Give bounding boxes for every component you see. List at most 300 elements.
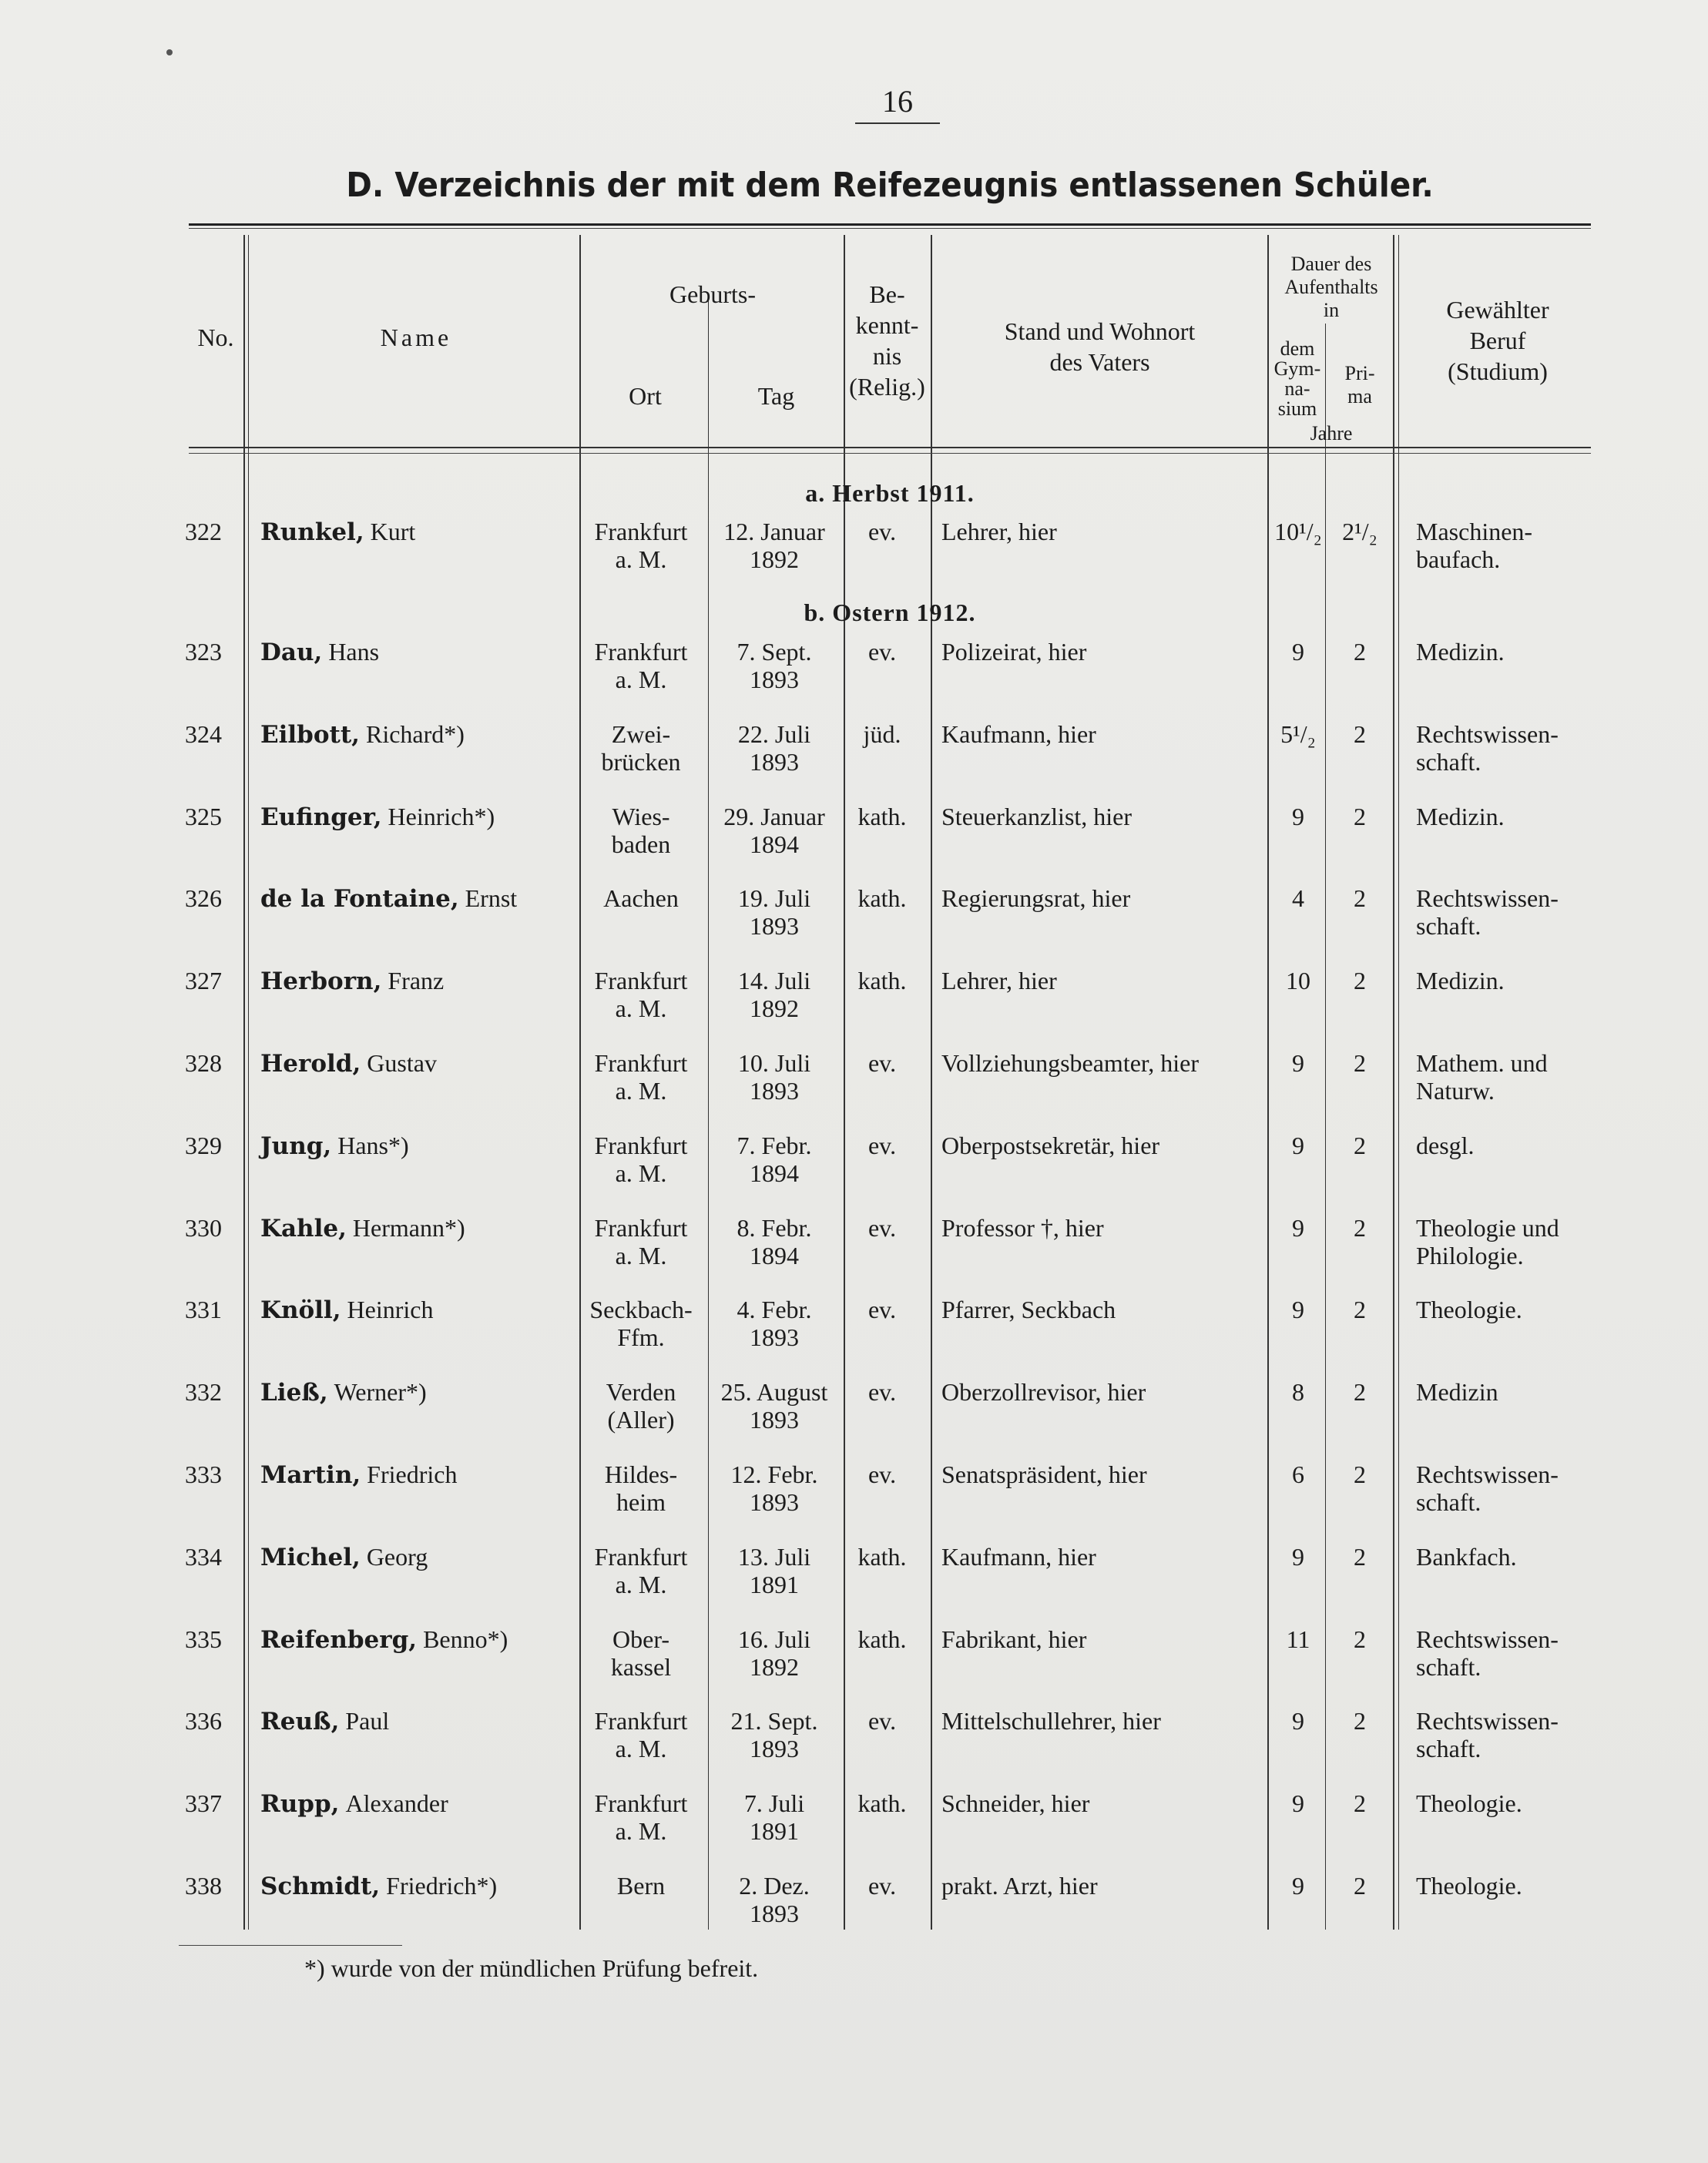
student-given-name: Friedrich*) xyxy=(386,1872,498,1900)
father-occupation: Lehrer, hier xyxy=(941,518,1057,545)
student-surname: de la Fontaine, xyxy=(260,885,459,914)
chosen-profession-line: Medizin. xyxy=(1416,967,1505,995)
birth-date-line: 1894 xyxy=(750,830,799,858)
chosen-profession-line: schaft. xyxy=(1416,1652,1481,1681)
birth-place-line: kassel xyxy=(610,1652,672,1681)
student-name xyxy=(260,803,569,831)
birth-place xyxy=(576,1789,706,1845)
student-name xyxy=(260,720,569,749)
table-row-324 xyxy=(0,720,1708,797)
birth-place xyxy=(576,1132,706,1187)
birth-date-line: 1893 xyxy=(750,1077,799,1105)
student-surname: Eilbott, xyxy=(260,720,360,749)
chosen-profession xyxy=(1416,720,1601,776)
footnote-rule xyxy=(179,1945,402,1946)
student-name xyxy=(260,1460,569,1489)
page-number: 16 xyxy=(855,83,940,124)
religion: ev. xyxy=(867,1872,897,1900)
student-given-name: Hermann*) xyxy=(352,1213,465,1242)
row-number: 322 xyxy=(185,518,222,545)
birth-date xyxy=(709,518,840,573)
table-row-329 xyxy=(0,1132,1708,1209)
years-gymnasium: 11 xyxy=(1286,1625,1310,1653)
chosen-profession-line: schaft. xyxy=(1416,1735,1481,1763)
father-occupation: Vollziehungsbeamter, hier xyxy=(941,1049,1200,1077)
chosen-profession xyxy=(1416,1214,1601,1269)
table-row-322 xyxy=(0,518,1708,595)
religion: jüd. xyxy=(863,719,901,748)
chosen-profession-line: schaft. xyxy=(1416,1488,1481,1516)
chosen-profession xyxy=(1416,1543,1601,1571)
birth-place-line: Bern xyxy=(616,1872,666,1900)
table-row-333 xyxy=(0,1460,1708,1538)
row-number: 338 xyxy=(185,1872,222,1900)
birth-place-line: Frankfurt xyxy=(594,967,688,995)
row-number: 327 xyxy=(185,967,222,995)
birth-date-line: 10. Juli xyxy=(737,1049,811,1077)
chosen-profession-line: desgl. xyxy=(1416,1131,1475,1159)
chosen-profession-line: Maschinen- xyxy=(1416,518,1533,545)
student-given-name: Ernst xyxy=(465,884,518,913)
religion: ev. xyxy=(867,1131,897,1159)
birth-date-line: 1892 xyxy=(750,1652,799,1681)
religion: ev. xyxy=(867,1378,897,1407)
birth-place xyxy=(576,720,706,776)
chosen-profession-line: Rechtswissen- xyxy=(1416,1707,1559,1735)
student-given-name: Alexander xyxy=(345,1789,448,1818)
student-given-name: Heinrich xyxy=(347,1296,434,1324)
father-occupation: Professor †, hier xyxy=(941,1213,1104,1242)
student-given-name: Richard*) xyxy=(365,719,465,748)
birth-date-line: 1891 xyxy=(750,1817,799,1846)
row-number: 326 xyxy=(185,884,222,913)
birth-date xyxy=(709,884,840,940)
chosen-profession-line: Medizin. xyxy=(1416,802,1505,830)
birth-place-line: a. M. xyxy=(615,1077,667,1105)
years-gymnasium: 9 xyxy=(1292,1213,1304,1242)
chosen-profession-line: Mathem. und xyxy=(1416,1049,1548,1077)
student-surname: Reifenberg, xyxy=(260,1625,418,1654)
birth-place-line: Ffm. xyxy=(617,1323,665,1352)
chosen-profession-line: Medizin xyxy=(1416,1378,1498,1407)
student-surname: Herold, xyxy=(260,1050,361,1078)
father-occupation: Senatspräsident, hier xyxy=(941,1460,1147,1488)
father-occupation: Regierungsrat, hier xyxy=(941,884,1131,913)
birth-date xyxy=(709,720,840,776)
birth-place xyxy=(576,803,706,858)
row-number: 333 xyxy=(185,1460,222,1488)
years-gymnasium: 9 xyxy=(1292,1872,1304,1900)
birth-place-line: Aachen xyxy=(603,884,679,913)
birth-date-line: 8. Febr. xyxy=(737,1213,812,1242)
religion: ev. xyxy=(867,1707,897,1735)
student-name xyxy=(260,638,569,666)
chosen-profession xyxy=(1416,638,1601,666)
religion: kath. xyxy=(857,1625,907,1653)
footnote: *) wurde von der mündlichen Prüfung befreit. xyxy=(304,1954,759,1982)
birth-place-line: Frankfurt xyxy=(594,638,688,666)
years-prima: 2 xyxy=(1354,1213,1366,1242)
birth-place-line: Frankfurt xyxy=(594,518,688,545)
student-name xyxy=(260,1625,569,1654)
student-surname: Knöll, xyxy=(260,1296,341,1325)
father-occupation: Oberzollrevisor, hier xyxy=(941,1378,1146,1407)
years-gymnasium: 9 xyxy=(1292,1789,1304,1818)
birth-date-line: 25. August xyxy=(720,1378,828,1407)
row-number: 337 xyxy=(185,1789,222,1818)
birth-place-line: Frankfurt xyxy=(594,1707,688,1735)
religion: ev. xyxy=(867,638,897,666)
birth-date-line: 13. Juli xyxy=(737,1542,811,1571)
chosen-profession-line: Rechtswissen- xyxy=(1416,1460,1559,1488)
years-prima: 2 xyxy=(1354,1049,1366,1077)
student-surname: Herborn, xyxy=(260,967,382,996)
birth-place-line: Frankfurt xyxy=(594,1789,688,1818)
birth-date xyxy=(709,1789,840,1845)
row-number: 325 xyxy=(185,802,222,830)
birth-date-line: 1893 xyxy=(750,1323,799,1352)
header-name: Name xyxy=(380,324,452,351)
student-given-name: Benno*) xyxy=(423,1625,508,1653)
birth-date xyxy=(709,803,840,858)
birth-date xyxy=(709,1132,840,1187)
birth-date-line: 16. Juli xyxy=(737,1625,811,1653)
years-prima: 2 xyxy=(1354,1460,1366,1488)
birth-place-line: Zwei- xyxy=(611,719,671,748)
birth-place xyxy=(576,518,706,573)
student-name xyxy=(260,1543,569,1571)
birth-date-line: 7. Sept. xyxy=(737,638,812,666)
chosen-profession-line: Medizin. xyxy=(1416,638,1505,666)
father-occupation: Steuerkanzlist, hier xyxy=(941,802,1133,830)
student-given-name: Paul xyxy=(345,1707,390,1735)
birth-date xyxy=(709,1296,840,1351)
student-given-name: Hans*) xyxy=(337,1131,409,1159)
birth-place-line: heim xyxy=(616,1488,666,1516)
student-given-name: Werner*) xyxy=(334,1378,427,1407)
header-prima: Pri- ma xyxy=(1344,362,1375,407)
father-occupation: Fabrikant, hier xyxy=(941,1625,1087,1653)
student-surname: Runkel, xyxy=(260,518,364,546)
years-gymnasium: 9 xyxy=(1292,802,1304,830)
birth-place xyxy=(576,1296,706,1351)
birth-date-line: 21. Sept. xyxy=(730,1707,818,1735)
row-number: 332 xyxy=(185,1378,222,1407)
header-jahre: Jahre xyxy=(1310,422,1353,444)
father-occupation: Lehrer, hier xyxy=(941,967,1057,995)
student-surname: Kahle, xyxy=(260,1214,347,1242)
birth-date-line: 1893 xyxy=(750,1406,799,1434)
birth-date-line: 1891 xyxy=(750,1570,799,1598)
years-gymnasium: 9 xyxy=(1292,638,1304,666)
birth-date-line: 1894 xyxy=(750,1241,799,1269)
birth-place xyxy=(576,1378,706,1434)
header-tag: Tag xyxy=(757,382,795,410)
student-surname: Michel, xyxy=(260,1543,361,1571)
chosen-profession-line: Rechtswissen- xyxy=(1416,1625,1559,1653)
chosen-profession-line: Theologie. xyxy=(1416,1296,1522,1324)
years-gymnasium: 9 xyxy=(1292,1131,1304,1159)
religion: kath. xyxy=(857,802,907,830)
birth-date-line: 29. Januar xyxy=(723,802,825,830)
birth-date-line: 1893 xyxy=(750,1735,799,1763)
student-name xyxy=(260,1872,569,1900)
chosen-profession xyxy=(1416,1049,1601,1105)
student-given-name: Gustav xyxy=(367,1049,437,1077)
student-name xyxy=(260,1132,569,1160)
header-rule-top xyxy=(189,223,1591,226)
row-number: 335 xyxy=(185,1625,222,1653)
birth-place-line: brücken xyxy=(601,747,681,776)
religion: kath. xyxy=(857,884,907,913)
chosen-profession xyxy=(1416,518,1601,573)
years-prima: 2 xyxy=(1354,802,1366,830)
table-row-338 xyxy=(0,1872,1708,1949)
birth-place-line: Frankfurt xyxy=(594,1131,688,1159)
table-row-331 xyxy=(0,1296,1708,1373)
years-prima: 2 xyxy=(1354,1131,1366,1159)
birth-date xyxy=(709,1543,840,1598)
student-surname: Jung, xyxy=(260,1132,332,1160)
section-herbst-1911: a. Herbst 1911. xyxy=(805,479,975,507)
student-given-name: Friedrich xyxy=(367,1460,458,1488)
header-stand: Stand und Wohnort des Vaters xyxy=(1004,317,1196,376)
student-surname: Dau, xyxy=(260,639,323,666)
birth-place xyxy=(576,1872,706,1900)
student-surname: Eufinger, xyxy=(260,803,382,831)
birth-place-line: Wies- xyxy=(612,802,670,830)
header-rule-bottom xyxy=(189,447,1591,448)
religion: kath. xyxy=(857,1789,907,1818)
birth-place xyxy=(576,638,706,693)
birth-place-line: a. M. xyxy=(615,545,667,573)
birth-place-line: a. M. xyxy=(615,1735,667,1763)
birth-date-line: 1893 xyxy=(750,666,799,693)
years-prima: 2 xyxy=(1354,1707,1366,1735)
table-row-327 xyxy=(0,967,1708,1044)
row-number: 328 xyxy=(185,1049,222,1077)
chosen-profession-line: baufach. xyxy=(1416,545,1501,573)
table-row-337 xyxy=(0,1789,1708,1866)
table-row-335 xyxy=(0,1625,1708,1702)
father-occupation: Schneider, hier xyxy=(941,1789,1090,1818)
section-ostern-1912: b. Ostern 1912. xyxy=(804,599,976,626)
student-surname: Ließ, xyxy=(260,1379,328,1407)
birth-date-line: 4. Febr. xyxy=(737,1296,812,1324)
header-gymnasium: dem Gym- na- sium xyxy=(1273,337,1321,420)
student-name xyxy=(260,518,569,546)
header-dauer: Dauer des Aufenthalts in xyxy=(1284,253,1378,321)
student-given-name: Georg xyxy=(366,1542,428,1571)
years-prima: 2 xyxy=(1354,1296,1366,1324)
religion: ev. xyxy=(867,1213,897,1242)
birth-date-line: 7. Juli xyxy=(743,1789,805,1818)
table-row-336 xyxy=(0,1707,1708,1784)
birth-date xyxy=(709,1378,840,1434)
chosen-profession xyxy=(1416,967,1601,994)
birth-place xyxy=(576,1460,706,1516)
birth-place-line: a. M. xyxy=(615,1159,667,1187)
birth-date xyxy=(709,1872,840,1927)
chosen-profession xyxy=(1416,803,1601,830)
birth-date-line: 1892 xyxy=(750,545,799,573)
student-given-name: Heinrich*) xyxy=(388,802,495,830)
birth-place-line: Hildes- xyxy=(604,1460,678,1488)
table-row-334 xyxy=(0,1543,1708,1620)
father-occupation: Kaufmann, hier xyxy=(941,719,1096,748)
birth-date-line: 1894 xyxy=(750,1159,799,1187)
years-gymnasium: 9 xyxy=(1292,1296,1304,1324)
father-occupation: Oberpostsekretär, hier xyxy=(941,1131,1160,1159)
student-name xyxy=(260,1789,569,1818)
birth-place-line: Frankfurt xyxy=(594,1213,688,1242)
birth-place xyxy=(576,1543,706,1598)
father-occupation: Polizeirat, hier xyxy=(941,638,1087,666)
birth-place-line: baden xyxy=(611,830,671,858)
birth-place-line: a. M. xyxy=(615,1817,667,1846)
years-gymnasium: 9 xyxy=(1292,1542,1304,1571)
table-row-330 xyxy=(0,1214,1708,1291)
religion: ev. xyxy=(867,1296,897,1324)
chosen-profession-line: Rechtswissen- xyxy=(1416,884,1559,913)
table-row-323 xyxy=(0,638,1708,715)
header-geburts: Geburts- xyxy=(669,280,756,308)
years-gymnasium: 8 xyxy=(1292,1378,1304,1407)
birth-place xyxy=(576,1214,706,1269)
header-no: No. xyxy=(197,324,234,351)
birth-date-line: 19. Juli xyxy=(737,884,811,913)
years-prima: 2 xyxy=(1354,1542,1366,1571)
birth-place-line: a. M. xyxy=(615,1241,667,1269)
birth-date xyxy=(709,967,840,1022)
student-name xyxy=(260,1707,569,1735)
father-occupation: Kaufmann, hier xyxy=(941,1542,1096,1571)
birth-date-line: 12. Januar xyxy=(723,518,825,545)
birth-place-line: Seckbach- xyxy=(589,1296,693,1324)
religion: kath. xyxy=(857,1542,907,1571)
header-rule-top-thin xyxy=(189,228,1591,229)
student-surname: Schmidt, xyxy=(260,1873,381,1900)
birth-date-line: 1893 xyxy=(750,1488,799,1516)
years-gymnasium: 9 xyxy=(1292,1707,1304,1735)
row-number: 329 xyxy=(185,1131,222,1159)
years-prima: 2 xyxy=(1354,1872,1366,1900)
birth-place-line: (Aller) xyxy=(607,1406,675,1434)
chosen-profession-line: Naturw. xyxy=(1416,1077,1495,1105)
birth-place xyxy=(576,884,706,912)
student-name xyxy=(260,884,569,913)
father-occupation: prakt. Arzt, hier xyxy=(941,1872,1098,1900)
student-surname: Reuß, xyxy=(260,1708,340,1736)
birth-date-line: 22. Juli xyxy=(737,719,811,748)
birth-date-line: 12. Febr. xyxy=(730,1460,818,1488)
birth-place-line: a. M. xyxy=(615,994,667,1023)
birth-place xyxy=(576,1625,706,1681)
chosen-profession-line: Bankfach. xyxy=(1416,1542,1517,1571)
chosen-profession-line: schaft. xyxy=(1416,747,1481,776)
years-prima: 2¹/₂ xyxy=(1342,518,1377,545)
chosen-profession xyxy=(1416,1872,1601,1900)
student-name xyxy=(260,967,569,995)
years-prima: 2 xyxy=(1354,1789,1366,1818)
birth-place-line: Ober- xyxy=(612,1625,669,1653)
birth-date xyxy=(709,638,840,693)
years-prima: 2 xyxy=(1354,1625,1366,1653)
table-row-326 xyxy=(0,884,1708,961)
chosen-profession-line: Rechtswissen- xyxy=(1416,719,1559,748)
row-number: 324 xyxy=(185,719,222,748)
years-gymnasium: 10¹/₂ xyxy=(1274,518,1322,545)
birth-date xyxy=(709,1214,840,1269)
header-ort: Ort xyxy=(629,382,662,410)
years-prima: 2 xyxy=(1354,719,1366,748)
student-name xyxy=(260,1296,569,1324)
religion: ev. xyxy=(867,518,897,545)
father-occupation: Pfarrer, Seckbach xyxy=(941,1296,1116,1324)
table-row-332 xyxy=(0,1378,1708,1455)
chosen-profession-line: Philologie. xyxy=(1416,1241,1524,1269)
student-surname: Rupp, xyxy=(260,1790,340,1819)
student-name xyxy=(260,1049,569,1078)
chosen-profession xyxy=(1416,1460,1601,1516)
row-number: 331 xyxy=(185,1296,222,1324)
birth-place xyxy=(576,967,706,1022)
years-gymnasium: 4 xyxy=(1292,884,1304,913)
birth-place-line: a. M. xyxy=(615,666,667,693)
student-given-name: Franz xyxy=(388,967,445,995)
years-prima: 2 xyxy=(1354,967,1366,995)
birth-place-line: Frankfurt xyxy=(594,1049,688,1077)
birth-place-line: a. M. xyxy=(615,1570,667,1598)
birth-date-line: 1892 xyxy=(750,994,799,1023)
chosen-profession xyxy=(1416,1378,1601,1406)
birth-date xyxy=(709,1049,840,1105)
father-occupation: Mittelschullehrer, hier xyxy=(941,1707,1161,1735)
birth-date xyxy=(709,1707,840,1762)
row-number: 336 xyxy=(185,1707,222,1735)
years-prima: 2 xyxy=(1354,1378,1366,1407)
birth-date-line: 2. Dez. xyxy=(739,1872,810,1900)
birth-date xyxy=(709,1460,840,1516)
birth-date-line: 14. Juli xyxy=(737,967,811,995)
years-gymnasium: 5¹/₂ xyxy=(1280,719,1316,748)
birth-place-line: Verden xyxy=(606,1378,676,1407)
religion: kath. xyxy=(857,967,907,995)
student-name xyxy=(260,1378,569,1407)
birth-date-line: 1893 xyxy=(750,912,799,941)
birth-date-line: 1893 xyxy=(750,1900,799,1927)
header-bekenntnis: Be- kennt- nis (Relig.) xyxy=(849,280,925,401)
years-gymnasium: 6 xyxy=(1292,1460,1304,1488)
birth-date-line: 1893 xyxy=(750,747,799,776)
row-number: 323 xyxy=(185,638,222,666)
table-row-328 xyxy=(0,1049,1708,1126)
table-row-325 xyxy=(0,803,1708,880)
row-number: 330 xyxy=(185,1213,222,1242)
ink-speck xyxy=(166,49,173,55)
birth-place-line: Frankfurt xyxy=(594,1542,688,1571)
header-rule-bottom-thin xyxy=(189,453,1591,454)
chosen-profession xyxy=(1416,1789,1601,1817)
years-prima: 2 xyxy=(1354,638,1366,666)
years-prima: 2 xyxy=(1354,884,1366,913)
student-surname: Martin, xyxy=(260,1461,361,1489)
chosen-profession-line: Theologie und xyxy=(1416,1213,1559,1242)
religion: ev. xyxy=(867,1049,897,1077)
years-gymnasium: 10 xyxy=(1286,967,1310,995)
birth-place xyxy=(576,1049,706,1105)
chosen-profession-line: Theologie. xyxy=(1416,1789,1522,1818)
